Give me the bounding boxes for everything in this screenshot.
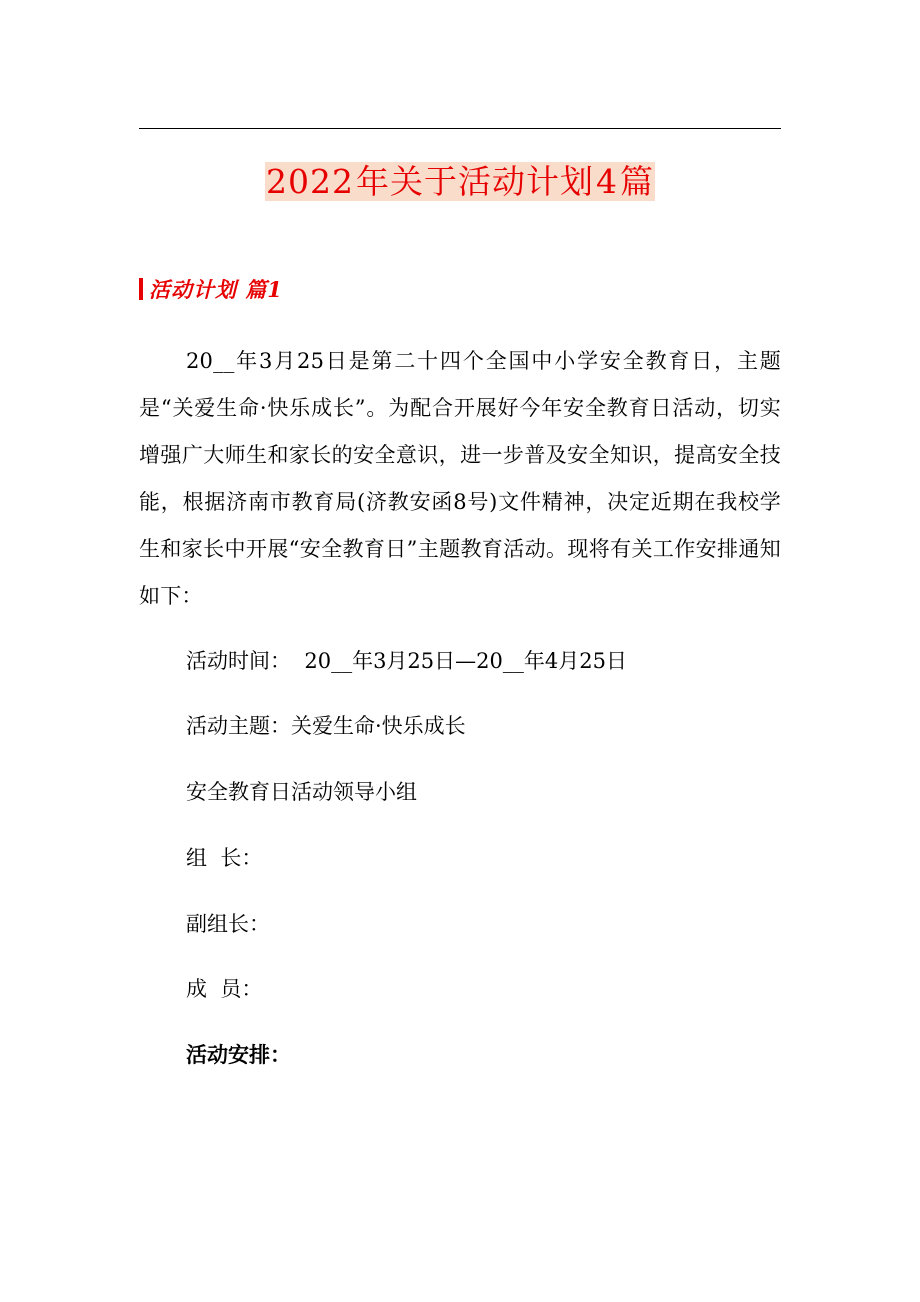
title-part-count: 4 [595,162,618,201]
document-title [0,158,920,206]
intro-paragraph: 20__年3月25日是第二十四个全国中小学安全教育日，主题是“关爱生命·快乐成长”。为配合开展好今年安全教育日活动，切实增强广大师生和家长的安全意识，进一步普及安全知识，提高安全技能，根据济南市教育局(济教安函8号)文件精神，决定近期在我校学生和家长中开展“安全教育日”主题教育活动。现将有关工作安排通知如下： [139,349,781,608]
title-part-year: 2022 [266,162,354,201]
members-line: 成 员： [186,977,263,1001]
group-leader-line: 组 长： [186,846,263,870]
leadership-group-line: 安全教育日活动领导小组 [186,780,417,804]
activity-arrangement-heading: 活动安排： [186,1042,291,1067]
section-heading-text: 活动计划 篇1 [149,277,283,302]
section-heading [139,274,283,304]
title-part-suffix: 篇 [619,162,654,201]
header-rule [139,128,781,129]
deputy-leader-line: 副组长： [186,912,270,936]
activity-theme-line: 活动主题：关爱生命·快乐成长 [186,714,466,738]
title-part-text: 年关于活动计划 [355,162,594,201]
heading-marker-bar [139,278,143,300]
activity-time-line: 活动时间： 20__年3月25日—20__年4月25日 [186,649,627,673]
